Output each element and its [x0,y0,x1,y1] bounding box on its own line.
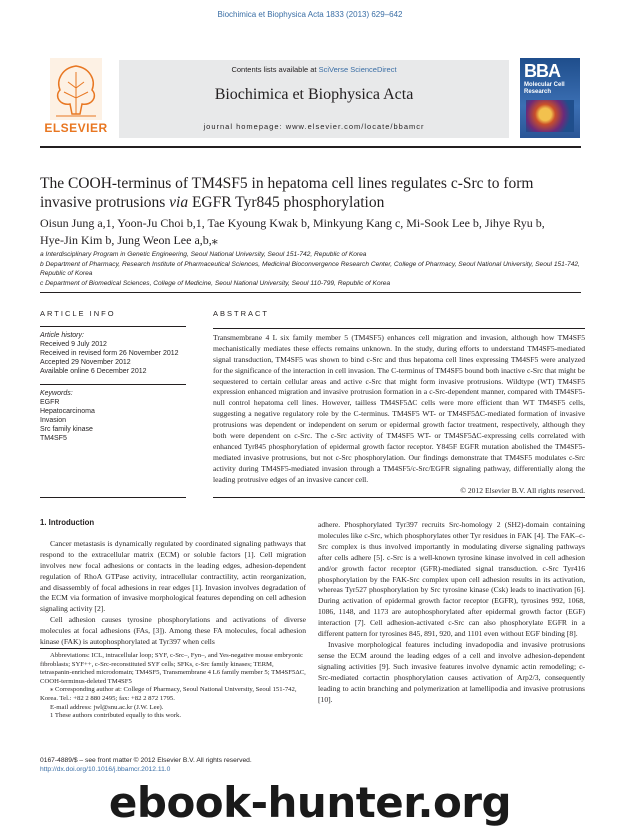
banner-rule [40,146,581,148]
equal-contribution-note: 1 These authors contributed equally to this work. [50,712,182,720]
contents-availability [119,65,509,74]
abstract-heading: ABSTRACT [213,309,270,318]
authors-line-2[interactable]: Hye-Jin Kim b, Jung Weon Lee a,b,⁎ [40,233,218,247]
journal-homepage [119,122,509,131]
affiliations [40,250,585,289]
journal-cover [520,58,580,138]
title-part2: EGFR Tyr845 phosphorylation [188,194,385,211]
cover-image [526,100,574,132]
abstract-bottom-rule [213,497,585,498]
elsevier-logo [40,58,112,136]
homepage-link[interactable]: www.elsevier.com/locate/bbamcr [285,122,425,131]
abstract [213,309,585,497]
intro-heading: 1. Introduction [40,518,95,527]
keyword: TM4SF5 [40,435,67,442]
cover-subtitle: Molecular Cell Research [524,82,565,95]
elsevier-tree-icon [50,58,102,120]
body-paragraph: adhere. Phosphorylated Tyr397 recruits Src-homology 2 (SH2)-domain containing molecules like c-Src, which phosphorylates other Tyr residues in FAK [4]. The FAK–c-Src complex is thus involved importantly in modulating diverse signaling pathways after cells adhere [5]. c-Src is a well-known tyrosine kinase involved in cell adhesion and/or growth factor receptor (GFR)-mediated signal transduction. c-Src Tyr416 phosphorylation by the FAK-Src complex upon cell adhesion results in its activation, whereas Tyr527 phosphorylation by Src tyrosine kinase (Csk) leads to inactivation [6]. During activation of epidermal growth factor receptor (EGFR), tyrosines 992, 1068, 1086, 1148, and 1173 are autophosphorylated after epidermal growth factor (EGF) interaction [7]. Cell adhesion-activated c-Src can also phosphorylate EGFR in a different pattern for tyrosines 845, 891, 920, and 1101 even without EGF binding [8]. [318,520,585,639]
elsevier-wordmark: ELSEVIER [44,121,108,135]
running-head[interactable]: Biochimica et Biophysica Acta 1833 (2013) 629–642 [217,10,403,19]
history-label: Article history: [40,332,84,339]
body-paragraph: Cancer metastasis is dynamically regulated by coordinated signaling pathways that respond to the extracellular matrix (ECM) or soluble factors [1]. Cell migration involves new focal adhesions or contacts in the leading edges, adhesion-dependent regulation of RhoA GTPase activity, intracellular contractility, actin reorganization, and disassembly of focal adhesions in rear edges [1]. Invasion involves degradation of the ECM via formation of invasive morphological features depending on cell adhesion signaling activity [2]. [40,538,306,614]
front-matter [40,757,340,774]
author-list [40,215,585,249]
abstract-text: Transmembrane 4 L six family member 5 (TM4SF5) enhances cell migration and invasion, although how TM4SF5 mechanistically mediates these effects remains unknown. In the study, during efforts to understand TM4SF5-mediated signal transduction, TM4SF5 was shown to bind c-Src and thus hepatoma cell lines expressing TM4SF5 were analyzed for the significance of the interaction in cell invasion. The C-terminus of TM4SF5 bound both inactive c-Src that might be sequestered to certain cellular areas and active c-Src that might form invasive protrusions. Wildtype (WT) TM4SF5 expression enhanced migration and invasive protrusion formation in a c-Src-dependent manner, compared with TM4SF5-null control hepatoma cell lines. However, tailless TM4SF5ΔC cells were more efficient than WT TM4SF5 cells, suggesting a negative regulatory role by the C-terminus. TM4SF5 WT- or TM4SF5ΔC-mediated formation of invasive protrusions was dependent or independent on serum or epidermal growth factor treatment, respectively, although they both were dependent on c-Src. The c-Src activity of TM4SF5 WT- or TM4SF5ΔC-expressing cells correlated with enhanced Tyr845 phosphorylation of epidermal growth factor receptor. Y845F EGFR mutation abolished the TM4SF5-mediated invasive protrusions, but not c-Src phosphorylation. Our findings demonstrate that TM4SF5 modulates c-Src activity during TM4SF5-mediated invasion through a TM4SF5/c-Src/EGFR signaling pathway, differentially along the leading protrusive edges of an invasive cancer cell. [213,332,585,484]
body-left-column [40,518,306,646]
issn-line: 0167-4889/$ – see front matter © 2012 Elsevier B.V. All rights reserved. [40,757,252,764]
article-info-heading: ARTICLE INFO [40,309,116,318]
keyword: Hepatocarcinoma [40,408,95,415]
sciencedirect-link[interactable]: SciVerse ScienceDirect [318,65,397,74]
watermark: ebook-hunter.org [108,778,512,827]
title-part1: The COOH-terminus of TM4SF5 in hepatoma cell lines regulates c-Src to form invasive protrusions [40,175,534,211]
footnotes [40,652,306,721]
body-paragraph: Cell adhesion causes tyrosine phosphorylations and activations of diverse molecules at focal adhesions (FAs, [3]). Among these FA molecules, focal adhesion kinase (FAK) is autophosphorylated at Tyr397 when cells [40,615,306,646]
history-accepted: Accepted 29 November 2012 [40,359,131,366]
keyword: Invasion [40,417,67,424]
email-note[interactable]: E-mail address: jwl@snu.ac.kr (J.W. Lee). [50,703,164,711]
journal-title: Biochimica et Biophysica Acta [214,86,414,103]
cover-title: BBA [524,61,560,81]
doi-link[interactable]: http://dx.doi.org/10.1016/j.bbamcr.2012.11.0 [40,765,171,773]
title-italic: via [169,194,189,211]
article-title [40,174,585,212]
corresponding-author-note: ⁎ Corresponding author at: College of Pharmacy, Seoul National University, Seoul 151-742, Korea. Tel.: +82 2 880 2495; fax: +82 2 872 1795. [40,686,297,702]
abbreviations-note: Abbreviations: ICL, intracellular loop; SYF, c-Src–, Fyn–, and Yes-negative mouse embryonic fibroblasts; SYF++, c-Src-reconstituted SYF cells; SFKs, c-Src family kinases; TERM, tetraspanin-enriched microdomain; TM4SF5, Transmembrane 4 L6 family member 5; TM4SF5ΔC, COOH-terminus-deleted TM4SF5 [40,652,306,685]
history-received: Received 9 July 2012 [40,341,107,348]
body-paragraph: Invasive morphological features including invadopodia and invasive protrusions sense the ECM around the leading edges of a cell and involve adhesion-dependent signaling activities [9]. Such invasive features involve dynamic actin remodeling; c-Src-mediated cortactin phosphorylation causes activation of Arp2/3, consequently leading to actin branching and polymerization at lamellipodia and invasive protrusions [10]. [318,639,585,704]
history-online: Available online 6 December 2012 [40,368,147,375]
authors-line-1[interactable]: Oisun Jung a,1, Yoon-Ju Choi b,1, Tae Kyoung Kwak b, Minkyung Kang c, Mi-Sook Lee b, Jihye Ryu b, [40,216,545,230]
affiliation-c: c Department of Biomedical Sciences, College of Medicine, Seoul National University, Seoul 110-799, Republic of Korea [40,280,391,287]
keywords-label: Keywords: [40,390,73,397]
header-rule [40,292,581,293]
journal-banner [119,60,509,138]
contents-prefix: Contents lists available at [231,65,319,74]
homepage-prefix: journal homepage: [203,122,286,131]
keyword: EGFR [40,399,60,406]
affiliation-b: b Department of Pharmacy, Research Institute of Pharmaceutical Sciences, Medicinal Bioconvergence Research Center, College of Pharmacy, Seoul National University, Seoul 151-742, Republic of Korea [40,261,580,277]
info-bottom-rule [40,497,186,498]
keyword: Src family kinase [40,426,93,433]
article-info [40,309,186,443]
copyright-line: © 2012 Elsevier B.V. All rights reserved. [460,485,585,495]
affiliation-a: a Interdisciplinary Program in Genetic Engineering, Seoul National University, Seoul 151-742, Republic of Korea [40,251,367,258]
footnote-rule [40,648,120,649]
body-right-column [318,520,585,752]
history-revised: Received in revised form 26 November 2012 [40,350,179,357]
